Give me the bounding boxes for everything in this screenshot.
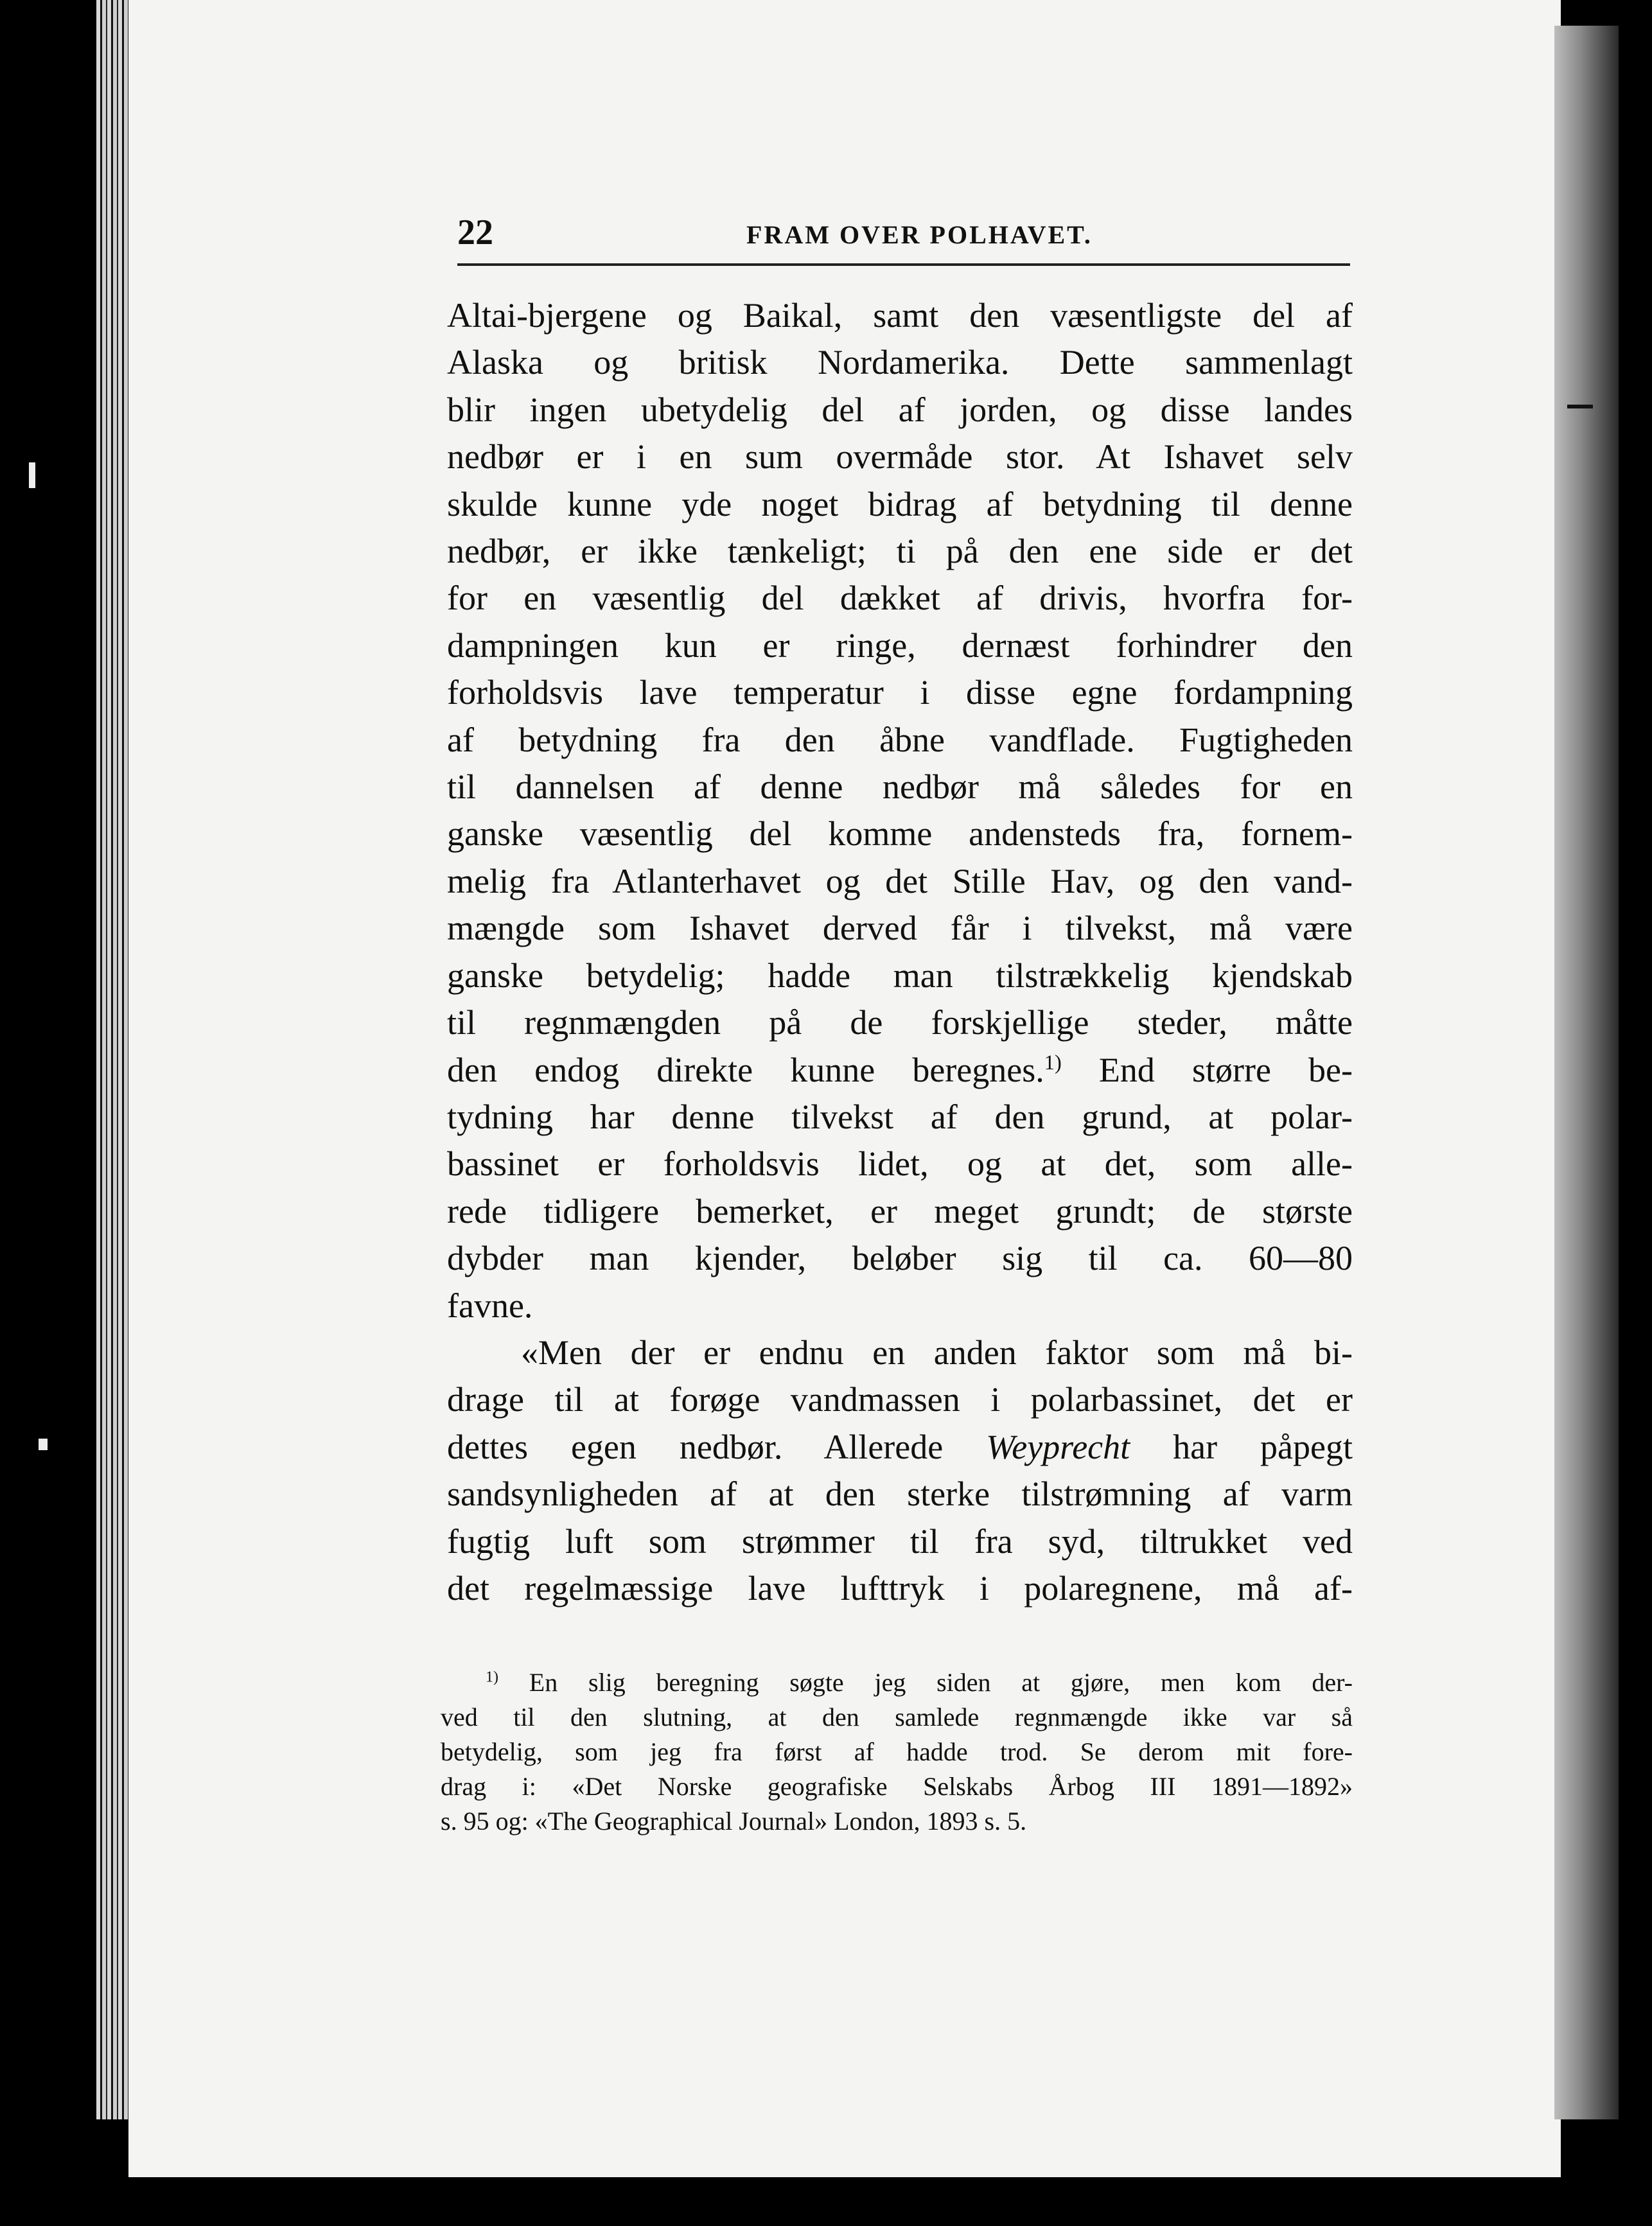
text-line: for en væsentlig del dækket af drivis, hvorfra for- — [447, 579, 1353, 618]
text-fragment: En slig beregning søgte jeg siden at gjøre, men kom der- — [498, 1668, 1353, 1697]
text-line: det regelmæssige lave lufttryk i polaregnene, må af- — [447, 1568, 1353, 1608]
text-line: dampningen kun er ringe, dernæst forhindrer den — [447, 626, 1353, 665]
text-line-with-name — [447, 1424, 1353, 1471]
page-number: 22 — [457, 213, 493, 252]
scan-speck — [1567, 405, 1593, 408]
text-line: forholdsvis lave temperatur i disse egne fordampning — [447, 673, 1353, 712]
body-text — [447, 292, 1353, 1612]
footnote-line: betydelig, som jeg fra først af hadde trod. Se derom mit fore- — [441, 1737, 1353, 1766]
footnote-line — [441, 1665, 1353, 1700]
text-line: melig fra Atlanterhavet og det Stille Hav, og den vand- — [447, 861, 1353, 900]
italic-name: Weyprecht — [986, 1427, 1130, 1466]
running-head: FRAM OVER POLHAVET. — [746, 220, 1093, 249]
text-line: bassinet er forholdsvis lidet, og at det, som alle- — [447, 1144, 1353, 1184]
text-line: rede tidligere bemerket, er meget grundt; de største — [447, 1191, 1353, 1231]
text-line: sandsynligheden af at den sterke tilstrømning af varm — [447, 1475, 1353, 1514]
text-line: mængde som Ishavet derved får i tilvekst, må være — [447, 909, 1353, 948]
page-header — [457, 212, 1350, 263]
text-line: til dannelsen af denne nedbør må således for en — [447, 767, 1353, 807]
footnote-line: s. 95 og: «The Geographical Journal» London, 1893 s. 5. — [441, 1807, 1027, 1836]
text-line: af betydning fra den åbne vandflade. Fugtigheden — [447, 720, 1353, 759]
text-line: dybder man kjender, beløber sig til ca. 60—80 — [447, 1239, 1353, 1278]
text-fragment: den endog direkte kunne beregnes. — [447, 1050, 1044, 1089]
footnote — [441, 1665, 1353, 1839]
text-fragment: har påpegt — [1130, 1427, 1353, 1466]
text-line: ganske betydelig; hadde man tilstrækkelig kjendskab — [447, 956, 1353, 995]
text-fragment: dettes egen nedbør. Allerede — [447, 1427, 987, 1466]
footnote-reference: 1) — [1044, 1051, 1062, 1074]
text-line: blir ingen ubetydelig del af jorden, og disse landes — [447, 390, 1353, 429]
footnote-marker: 1) — [486, 1669, 498, 1686]
scan-speck — [39, 1439, 48, 1450]
text-line: nedbør, er ikke tænkeligt; ti på den ene side er det — [447, 532, 1353, 571]
text-line: tydning har denne tilvekst af den grund, at polar- — [447, 1097, 1353, 1136]
text-line: fugtig luft som strømmer til fra syd, tiltrukket ved — [447, 1521, 1353, 1561]
text-line: nedbør er i en sum overmåde stor. At Ishavet selv — [447, 437, 1353, 477]
footnote-line: drag i: «Det Norske geografiske Selskabs Årbog III 1891—1892» — [441, 1772, 1353, 1801]
footnote-line: ved til den slutning, at den samlede regnmængde ikke var så — [441, 1703, 1353, 1731]
text-line: favne. — [447, 1286, 533, 1325]
text-fragment: End større be- — [1061, 1050, 1353, 1089]
text-line-footnote-ref — [447, 1047, 1353, 1094]
text-line: Altai-bjergene og Baikal, samt den væsentligste del af — [447, 296, 1353, 335]
page-edges-right — [1554, 26, 1619, 2119]
text-line: til regnmængden på de forskjellige steder, måtte — [447, 1003, 1353, 1042]
header-rule — [457, 263, 1350, 266]
text-line: skulde kunne yde noget bidrag af betydning til denne — [447, 484, 1353, 523]
paragraph-start: «Men der er endnu en anden faktor som må bi- — [521, 1333, 1353, 1372]
text-line: drage til at forøge vandmassen i polarbassinet, det er — [447, 1380, 1353, 1419]
text-line: ganske væsentlig del komme andensteds fra, fornem- — [447, 814, 1353, 854]
scan-speck — [29, 462, 35, 488]
text-line: Alaska og britisk Nordamerika. Dette sammenlagt — [447, 343, 1353, 382]
